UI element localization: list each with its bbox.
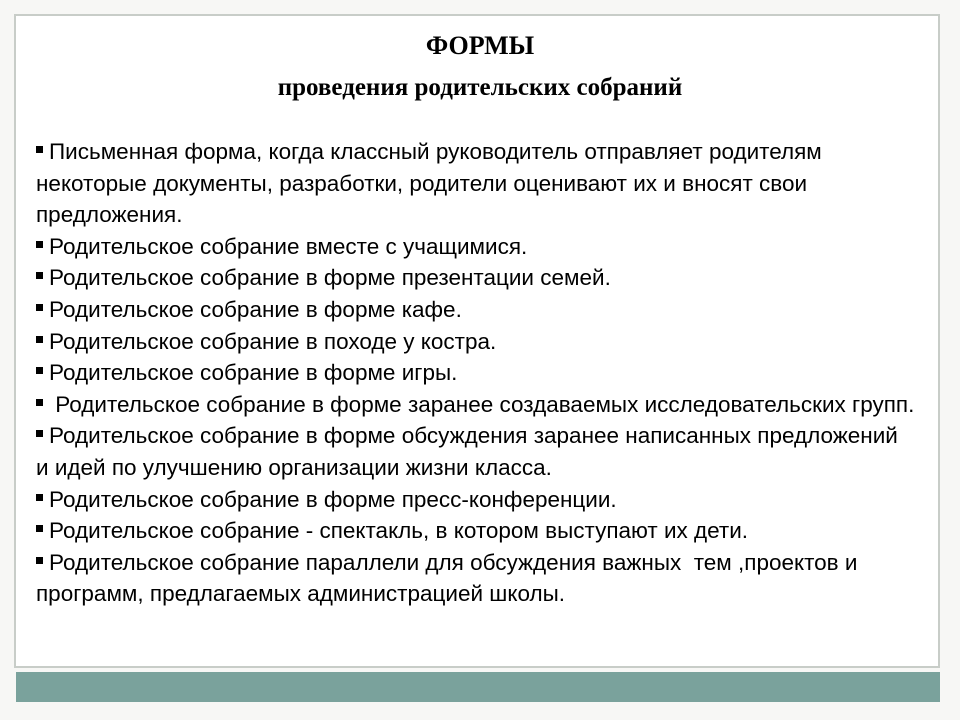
- list-item-text: Письменная форма, когда классный руководитель отправляет родителям некоторые документы, разработки, родители оценивают их и вносят свои предложения.: [36, 139, 822, 228]
- slide-subtitle: проведения родительских собраний: [277, 74, 683, 101]
- bullet-icon: [36, 525, 43, 532]
- list-item-text: Родительское собрание в форме игры.: [49, 360, 458, 386]
- forms-list: [36, 136, 916, 610]
- list-item-text: Родительское собрание в походе у костра.: [49, 328, 497, 354]
- slide-title: ФОРМЫ: [425, 31, 535, 60]
- bullet-icon: [36, 272, 43, 279]
- bullet-icon: [36, 304, 43, 311]
- list-item-text: Родительское собрание параллели для обсуждения важных тем ,проектов и программ, предлагаемых администрацией школы.: [36, 549, 864, 607]
- list-item: [36, 547, 916, 610]
- bullet-icon: [36, 367, 43, 374]
- bottom-bar: [16, 672, 940, 702]
- list-item-text: Родительское собрание в форме кафе.: [49, 296, 462, 322]
- list-item: [36, 326, 916, 358]
- list-item-text: Родительское собрание в форме заранее создаваемых исследовательских групп.: [49, 391, 915, 417]
- list-item-text: Родительское собрание в форме презентации семей.: [49, 265, 611, 291]
- list-item: [36, 231, 916, 263]
- list-item-text: Родительское собрание в форме пресс-конференции.: [49, 486, 617, 512]
- list-item: [36, 420, 916, 483]
- list-item: [36, 484, 916, 516]
- bullet-icon: [36, 430, 43, 437]
- list-item: [36, 262, 916, 294]
- list-item: [36, 294, 916, 326]
- list-item: [36, 389, 916, 421]
- bullet-icon: [36, 336, 43, 343]
- list-item-text: Родительское собрание - спектакль, в котором выступают их дети.: [49, 518, 749, 544]
- list-item: [36, 136, 916, 231]
- list-item: [36, 515, 916, 547]
- bullet-icon: [36, 557, 43, 564]
- bullet-icon: [36, 241, 43, 248]
- bullet-icon: [36, 494, 43, 501]
- list-item-text: Родительское собрание в форме обсуждения заранее написанных предложений и идей по улучшению организации жизни класса.: [36, 423, 898, 480]
- bullet-icon: [36, 399, 43, 406]
- list-item-text: Родительское собрание вместе с учащимися.: [49, 233, 528, 259]
- list-item: [36, 357, 916, 389]
- bullet-icon: [36, 146, 43, 153]
